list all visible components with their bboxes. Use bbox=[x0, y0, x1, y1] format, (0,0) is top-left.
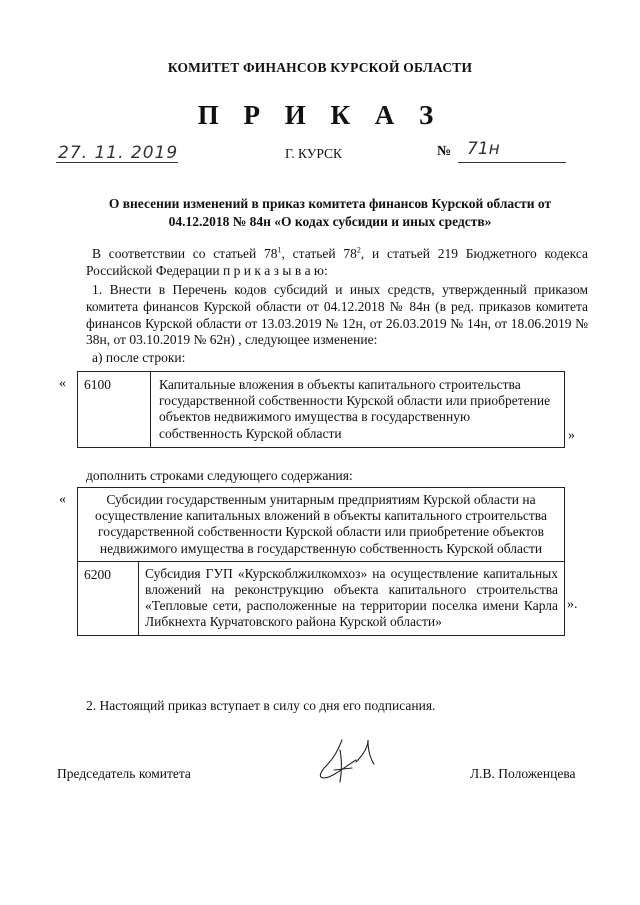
document-title bbox=[70, 195, 590, 231]
code-cell-6200: 6200 bbox=[78, 561, 139, 635]
handwritten-date: 27. 11. 2019 bbox=[58, 143, 179, 163]
document-type: П Р И К А З bbox=[197, 100, 443, 130]
text-cell-6200: Субсидия ГУП «Курскоблжилкомхоз» на осуществление капитальных вложений на реконструкцию объекта капитального строительства «Тепловые сети, расположенные на территории поселка имени Карла Либкнехта Курчатовского района Курской области» bbox=[139, 561, 565, 635]
superscript-1: 1 bbox=[277, 245, 282, 255]
item-2-paragraph: 2. Настоящий приказ вступает в силу со дня его подписания. bbox=[86, 698, 436, 713]
number-underline bbox=[458, 162, 566, 163]
open-quote-2: « bbox=[59, 492, 66, 507]
handwritten-number: 71н bbox=[467, 139, 500, 159]
preamble-text-3: , и статьей 219 Бюджетного кодекса Российской Федерации п р и к а з ы в а ю: bbox=[86, 246, 588, 278]
text-cell-6100: Капитальные вложения в объекты капитального строительства государственной собственности Курской области или приобретение объектов недвижимого имущества в государственную собственность Курской области bbox=[151, 372, 565, 448]
close-quote-1: » bbox=[568, 428, 575, 443]
date-underline bbox=[56, 162, 178, 163]
organization-name: КОМИТЕТ ФИНАНСОВ КУРСКОЙ ОБЛАСТИ bbox=[167, 60, 473, 75]
subitem-a: а) после строки: bbox=[92, 350, 186, 365]
title-line-2: 04.12.2018 № 84н «О кодах субсидии и иных средств» bbox=[168, 214, 492, 229]
table-supplement bbox=[77, 487, 565, 636]
close-quote-2: ». bbox=[567, 597, 578, 612]
item-1-paragraph: 1. Внести в Перечень кодов субсидий и иных средств, утвержденный приказом комитета финансов Курской области от 04.12.2018 № 84н (в ред. приказов комитета финансов Курской области от 13.03.2019 № 12н, от 26.03.2019 № 14н, от 18.06.2019 № 38н, от 03.10.2019 № 62н) , следующее изменение: bbox=[86, 282, 588, 348]
city: Г. КУРСК bbox=[285, 146, 343, 161]
preamble-paragraph bbox=[86, 246, 588, 280]
preamble-text-1: В соответствии со статьей 78 bbox=[92, 246, 278, 261]
title-line-1: О внесении изменений в приказ комитета финансов Курской области от bbox=[108, 196, 552, 211]
table-row-6100 bbox=[77, 371, 565, 448]
signatory-position: Председатель комитета bbox=[57, 766, 191, 781]
signatory-name: Л.В. Положенцева bbox=[470, 766, 576, 781]
supplement-intro: дополнить строками следующего содержания: bbox=[86, 468, 353, 483]
code-cell-6100: 6100 bbox=[78, 372, 151, 448]
supplement-heading-cell: Субсидии государственным унитарным предприятиям Курской области на осуществление капитальных вложений в объекты капитального строительства государственной собственности Курской области или приобретение объектов недвижимого имущества в государственную собственность Курской области bbox=[78, 488, 565, 562]
number-label: № bbox=[437, 144, 452, 159]
preamble-text-2: , статьей 78 bbox=[281, 246, 357, 261]
superscript-2: 2 bbox=[356, 245, 361, 255]
open-quote-1: « bbox=[59, 376, 66, 391]
signature-image bbox=[312, 736, 384, 788]
